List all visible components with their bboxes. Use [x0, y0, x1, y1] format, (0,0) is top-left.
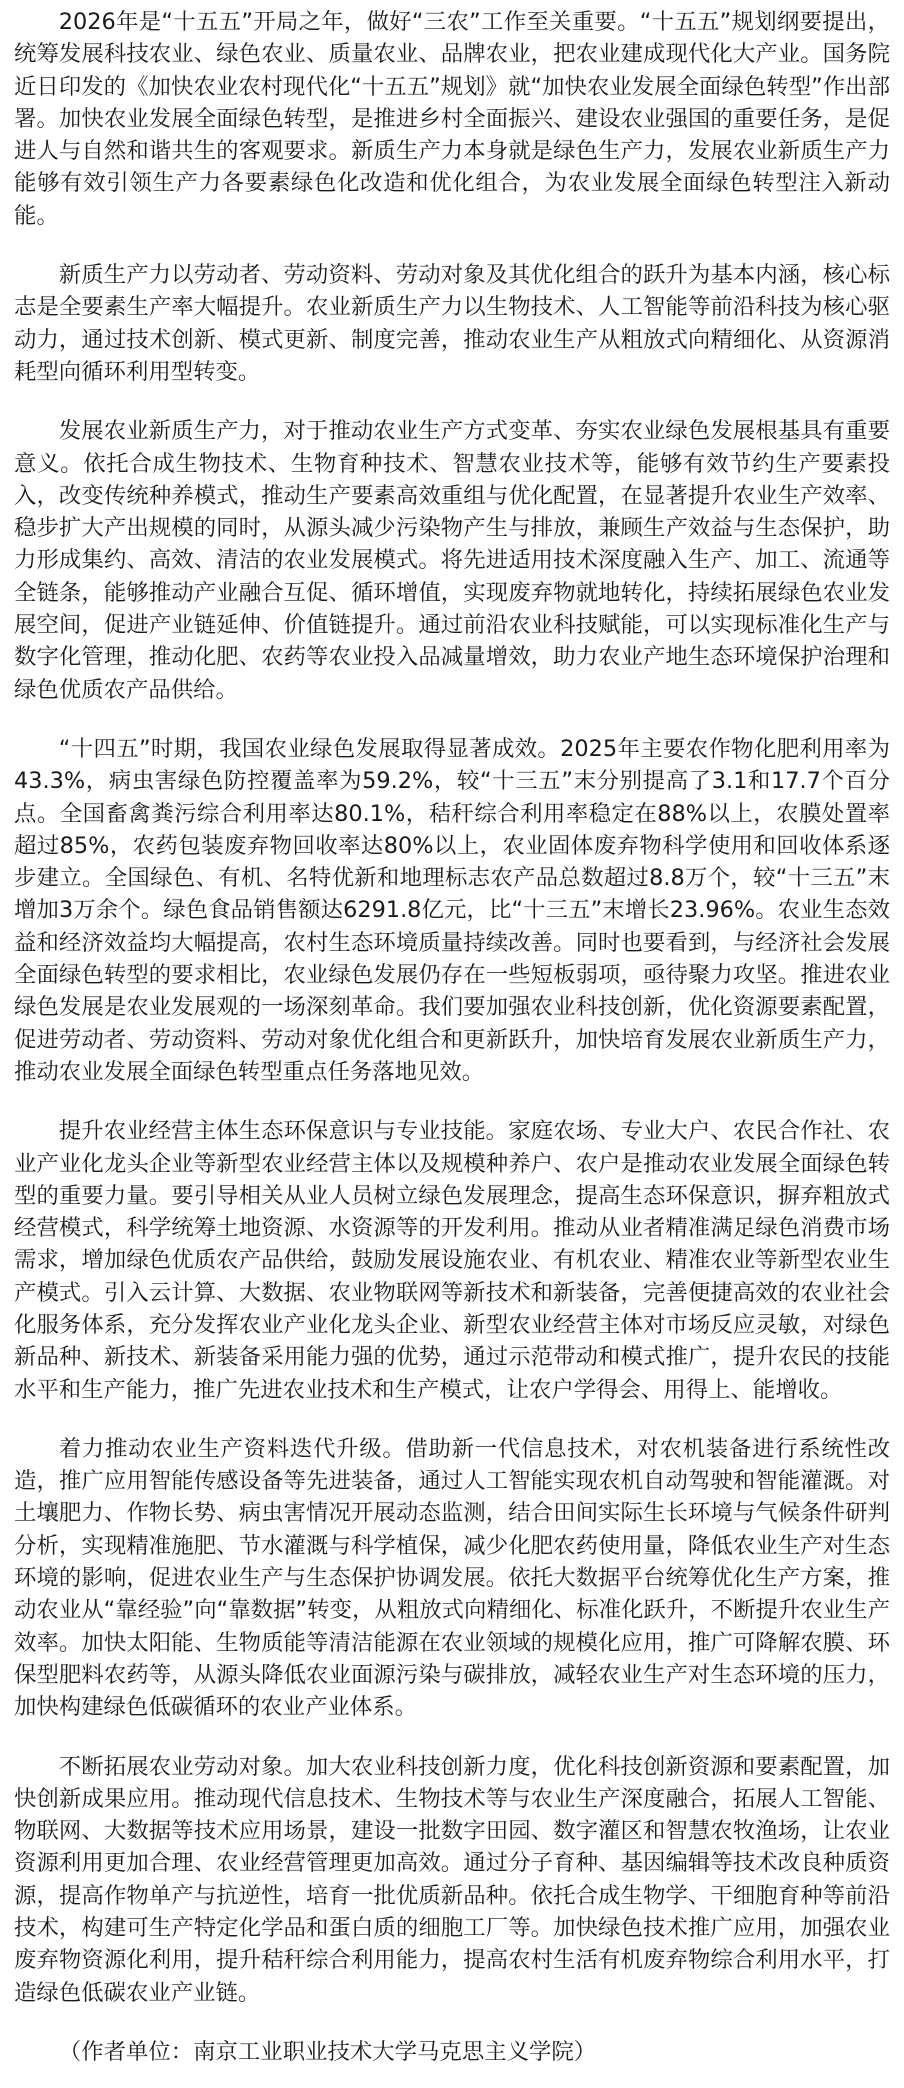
paragraph-significance: 发展农业新质生产力，对于推动农业生产方式变革、夯实农业绿色发展根基具有重要意义。依托合成生物技术、生物育种技术、智慧农业技术等，能够有效节约生产要素投入，改变传统种养模式，推动生产要素高效重组与优化配置，在显著提升农业生产效率、稳步扩大产出规模的同时，从源头减少污染物产生与排放，兼顾生产效益与生态保护，助力形成集约、高效、清洁的农业发展模式。将先进适用技术深度融入生产、加工、流通等全链条，能够推动产业融合互促、循环增值，实现废弃物就地转化，持续拓展绿色农业发展空间，促进产业链延伸、价值链提升。通过前沿农业科技赋能，可以实现标准化生产与数字化管理，推动化肥、农药等农业投入品减量增效，助力农业产地生态环境保护治理和绿色优质农产品供给。: [14, 418, 890, 703]
author-affiliation: （作者单位：南京工业职业技术大学马克思主义学院）: [58, 2038, 597, 2065]
paragraph-achievements: “十四五”时期，我国农业绿色发展取得显著成效。2025年主要农作物化肥利用率为43.3%，病虫害绿色防控覆盖率为59.2%，较“十三五”末分别提高了3.1和17.7个百分点。全国畜禽粪污综合利用率达80.1%，秸秆综合利用率稳定在88%以上，农膜处置率超过85%，农药包装废弃物回收率达80%以上，农业固体废弃物科学使用和回收体系逐步建立。全国绿色、有机、名特优新和地理标志农产品总数超过8.8万个，较“十三五”末增加3万余个。绿色食品销售额达6291.8亿元，比“十三五”末增长23.96%。农业生态效益和经济效益均大幅提高，农村生态环境质量持续改善。同时也要看到，与经济社会发展全面绿色转型的要求相比，农业绿色发展仍存在一些短板弱项，亟待聚力攻坚。推进农业绿色发展是农业发展观的一场深刻革命。我们要加强农业科技创新，优化资源要素配置，促进劳动者、劳动资料、劳动对象优化组合和更新跃升，加快培育发展农业新质生产力，推动农业发展全面绿色转型重点任务落地见效。: [14, 735, 890, 1085]
paragraph-means-of-production: 着力推动农业生产资料迭代升级。借助新一代信息技术，对农机装备进行系统性改造，推广应用智能传感设备等先进装备，通过人工智能实现农机自动驾驶和智能灌溉。对土壤肥力、作物长势、病虫害情况开展动态监测，结合田间实际生长环境与气候条件研判分析，实现精准施肥、节水灌溉与科学植保，减少化肥农药使用量，降低农业生产对生态环境的影响，促进农业生产与生态保护协调发展。依托大数据平台统筹优化生产方案，推动农业从“靠经验”向“靠数据”转变，从粗放式向精细化、标准化跃升，不断提升农业生产效率。加快太阳能、生物质能等清洁能源在农业领域的规模化应用，推广可降解农膜、环保型肥料农药等，从源头降低农业面源污染与碳排放，减轻农业生产对生态环境的压力，加快构建绿色低碳循环的农业产业体系。: [14, 1435, 890, 1721]
paragraph-definition: 新质生产力以劳动者、劳动资料、劳动对象及其优化组合的跃升为基本内涵，核心标志是全要素生产率大幅提升。农业新质生产力以生物技术、人工智能等前沿科技为核心驱动力，通过技术创新、模式更新、制度完善，推动农业生产从粗放式向精细化、从资源消耗型向循环利用型转变。: [14, 262, 890, 385]
paragraph-operators: 提升农业经营主体生态环保意识与专业技能。家庭农场、专业大户、农民合作社、农业产业化龙头企业等新型农业经营主体以及规模种养户、农户是推动农业发展全面绿色转型的重要力量。要引导相关从业人员树立绿色发展理念，提高生态环保意识，摒弃粗放式经营模式，科学统筹土地资源、水资源等的开发利用。推动从业者精准满足绿色消费市场需求，增加绿色优质农产品供给，鼓励发展设施农业、有机农业、精准农业等新型农业生产模式。引入云计算、大数据、农业物联网等新技术和新装备，完善便捷高效的农业社会化服务体系，充分发挥农业产业化龙头企业、新型农业经营主体对市场反应灵敏，对绿色新品种、新技术、新装备采用能力强的优势，通过示范带动和模式推广，提升农民的技能水平和生产能力，推广先进农业技术和生产模式，让农户学得会、用得上、能增收。: [14, 1118, 890, 1403]
paragraph-intro: 2026年是“十五五”开局之年，做好“三农”工作至关重要。“十五五”规划纲要提出，统筹发展科技农业、绿色农业、质量农业、品牌农业，把农业建成现代化大产业。国务院近日印发的《加快农业农村现代化“十五五”规划》就“加快农业发展全面绿色转型”作出部署。加快农业发展全面绿色转型，是推进乡村全面振兴、建设农业强国的重要任务，是促进人与自然和谐共生的客观要求。新质生产力本身就是绿色生产力，发展农业新质生产力能够有效引领生产力各要素绿色化改造和优化组合，为农业发展全面绿色转型注入新动能。: [14, 9, 890, 229]
paragraph-objects-of-labor: 不断拓展农业劳动对象。加大农业科技创新力度，优化科技创新资源和要素配置，加快创新成果应用。推动现代信息技术、生物技术等与农业生产深度融合，拓展人工智能、物联网、大数据等技术应用场景，建设一批数字田园、数字灌区和智慧农牧渔场，让农业资源利用更加合理、农业经营管理更加高效。通过分子育种、基因编辑等技术改良种质资源，提高作物单产与抗逆性，培育一批优质新品种。依托合成生物学、干细胞育种等前沿技术，构建可生产特定化学品和蛋白质的细胞工厂等。加快绿色技术推广应用，加强农业废弃物资源化利用，提升秸秆综合利用能力，提高农村生活有机废弃物综合利用水平，打造绿色低碳农业产业链。: [14, 1753, 890, 2006]
